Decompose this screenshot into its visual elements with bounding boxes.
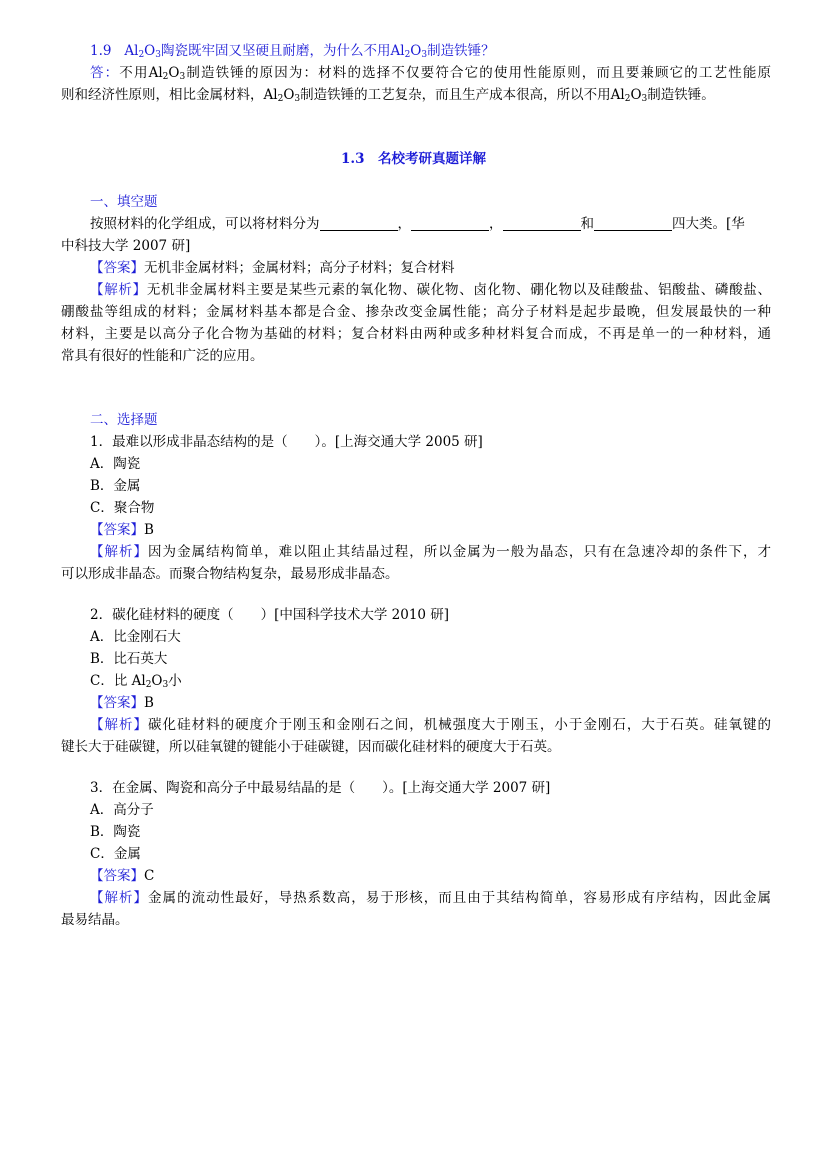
section-title: 1.3 名校考研真题详解 <box>341 151 486 167</box>
explanation-tag: 【解析】 <box>90 890 149 906</box>
choice-q3-option-c: C．金属 <box>90 846 141 862</box>
fill-question-line2: 中科技大学 2007 研] <box>61 238 191 254</box>
choice-q3-option-a: A．高分子 <box>90 802 154 818</box>
fill-explanation-line3: 材料，主要是以高分子化合物为基础的材料；复合材料由两种或多种材料复合而成，不再是单一的一种材料，通 <box>61 326 771 342</box>
choice-q1-option-c: C．聚合物 <box>90 500 155 516</box>
choice-q1-stem: 1．最难以形成非晶态结构的是（ ）。[上海交通大学 2005 研] <box>90 434 483 450</box>
fill-explanation-line2: 硼酸盐等组成的材料；金属材料基本都是合金、掺杂改变金属性能；高分子材料是起步最晚，但发展最快的一种 <box>61 304 771 320</box>
answer-tag: 【答案】 <box>90 260 144 276</box>
choice-q2-option-a: A．比金刚石大 <box>90 629 181 645</box>
choice-q2-explanation-line1: 【解析】碳化硅材料的硬度介于刚玉和金刚石之间，机械强度大于刚玉，小于金刚石，大于石英。硅氧键的 <box>90 717 772 733</box>
choice-q1-option-b: B．金属 <box>90 478 141 494</box>
choice-q2-option-c: C．比 $Al_2O_3$小 <box>90 673 182 690</box>
explanation-tag: 【解析】 <box>90 544 149 560</box>
choice-q1-answer: 【答案】B <box>90 522 154 538</box>
choice-q3-answer: 【答案】C <box>90 868 155 884</box>
choice-q3-stem: 3．在金属、陶瓷和高分子中最易结晶的是（ ）。[上海交通大学 2007 研] <box>90 780 551 796</box>
answer-1-9-line2: 则和经济性原则，相比金属材料，$Al_2O_3$制造铁锤的工艺复杂，而且生产成本很高，所以不用$Al_2O_3$制造铁锤。 <box>61 87 715 104</box>
choice-q3-explanation-line1: 【解析】金属的流动性最好，导热系数高，易于形核，而且由于其结构简单，容易形成有序结构，因此金属 <box>90 890 772 906</box>
choice-q1-explanation-line2: 可以形成非晶态。而聚合物结构复杂，最易形成非晶态。 <box>61 566 399 582</box>
explanation-tag: 【解析】 <box>90 282 147 298</box>
answer-blank-3[interactable] <box>503 215 581 231</box>
question-1-9: 1.9 $Al_2O_3$陶瓷既牢固又坚硬且耐磨，为什么不用$Al_2O_3$制造铁锤？ <box>90 43 495 60</box>
choice-q2-explanation-line2: 键长大于硅碳键，所以硅氧键的键能小于硅碳键，因而碳化硅材料的硬度大于石英。 <box>61 739 561 755</box>
choice-q2-stem: 2．碳化硅材料的硬度（ ）[中国科学技术大学 2010 研] <box>90 607 450 623</box>
choice-q2-option-b: B．比石英大 <box>90 651 168 667</box>
fill-heading: 一、填空题 <box>90 194 158 210</box>
fill-explanation-line1: 【解析】无机非金属材料主要是某些元素的氧化物、碳化物、卤化物、硼化物以及硅酸盐、铝酸盐、磷酸盐、 <box>90 282 772 298</box>
fill-explanation-line4: 常具有很好的性能和广泛的应用。 <box>61 348 264 364</box>
choice-q3-explanation-line2: 最易结晶。 <box>61 912 129 928</box>
answer-tag: 【答案】 <box>90 868 144 884</box>
answer-label: 答： <box>90 65 120 81</box>
choice-q1-option-a: A．陶瓷 <box>90 456 141 472</box>
choice-q2-answer: 【答案】B <box>90 695 154 711</box>
answer-tag: 【答案】 <box>90 522 144 538</box>
answer-blank-2[interactable] <box>411 215 489 231</box>
answer-blank-1[interactable] <box>320 215 398 231</box>
choice-heading: 二、选择题 <box>90 412 158 428</box>
choice-q1-explanation-line1: 【解析】因为金属结构简单，难以阻止其结晶过程，所以金属为一般为晶态，只有在急速冷却的条件下，才 <box>90 544 772 560</box>
fill-answer: 【答案】无机非金属材料；金属材料；高分子材料；复合材料 <box>90 260 455 276</box>
answer-tag: 【答案】 <box>90 695 144 711</box>
choice-q3-option-b: B．陶瓷 <box>90 824 141 840</box>
fill-question: 按照材料的化学组成，可以将材料分为 ， ， 和 四大类。[华 <box>90 216 745 232</box>
answer-1-9-line1: 答：不用$Al_2O_3$制造铁锤的原因为：材料的选择不仅要符合它的使用性能原则，而且要兼顾它的工艺性能原 <box>90 65 772 82</box>
explanation-tag: 【解析】 <box>90 717 149 733</box>
answer-blank-4[interactable] <box>594 215 672 231</box>
question-number: 1.9 <box>90 43 112 59</box>
